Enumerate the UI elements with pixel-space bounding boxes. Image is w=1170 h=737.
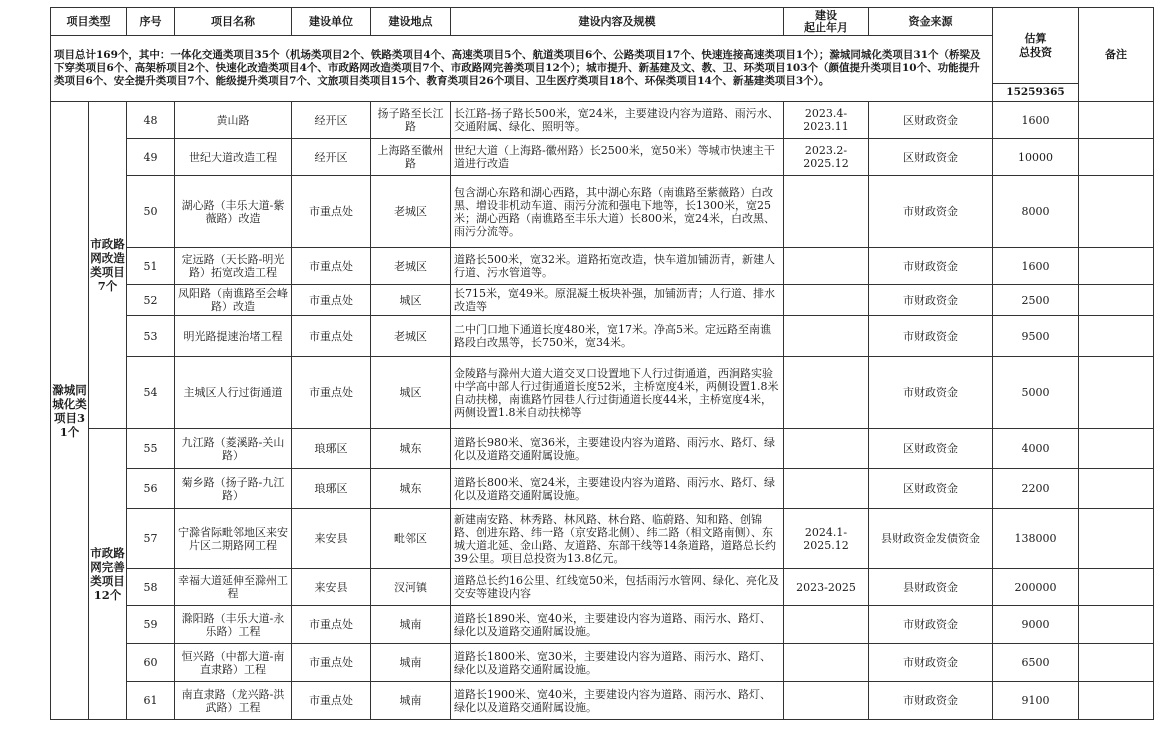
- cell-unit: 市重点处: [292, 176, 371, 248]
- cell-fund: 县财政资金发债资金: [869, 509, 993, 569]
- cell-location: 城南: [371, 682, 451, 720]
- cell-note: [1079, 285, 1154, 316]
- cell-note: [1079, 139, 1154, 176]
- table-row: [51, 644, 1154, 682]
- cell-period: [784, 469, 869, 509]
- cell-seq: 58: [127, 569, 175, 606]
- cell-note: [1079, 102, 1154, 139]
- cell-location: 老城区: [371, 176, 451, 248]
- cell-unit: 来安县: [292, 509, 371, 569]
- cell-estimate: 9100: [993, 682, 1079, 720]
- cell-note: [1079, 248, 1154, 285]
- cell-fund: 市财政资金: [869, 176, 993, 248]
- cell-period: 2023.2-2025.12: [784, 139, 869, 176]
- cell-note: [1079, 357, 1154, 429]
- cell-estimate: 1600: [993, 248, 1079, 285]
- cell-content: 新建南安路、林秀路、林风路、林台路、临蔚路、知和路、创锦路、创进东路、纬一路（京安路北侧）、纬二路（相文路南侧）、东城大道北延、金山路、友道路、东部干线等14条道路，道路总长约39公里。项目总投资为13.8亿元。: [451, 509, 784, 569]
- cell-period: [784, 176, 869, 248]
- header-unit: 建设单位: [292, 8, 371, 36]
- cell-unit: 市重点处: [292, 248, 371, 285]
- cell-content: 道路长1800米、宽30米，主要建设内容为道路、雨污水、路灯、绿化以及道路交通附属设施。: [451, 644, 784, 682]
- cell-location: 城区: [371, 285, 451, 316]
- cell-name: 滁阳路（丰乐大道-永乐路）工程: [175, 606, 292, 644]
- table-row: [51, 102, 1154, 139]
- cell-fund: 县财政资金: [869, 569, 993, 606]
- cell-estimate: 6500: [993, 644, 1079, 682]
- cell-unit: 市重点处: [292, 682, 371, 720]
- cell-seq: 57: [127, 509, 175, 569]
- header-period-line2: 起止年月: [804, 20, 848, 34]
- cell-estimate: 2200: [993, 469, 1079, 509]
- cell-fund: 区财政资金: [869, 102, 993, 139]
- cell-period: [784, 357, 869, 429]
- cell-content: 长江路-扬子路长500米，宽24米，主要建设内容为道路、雨污水、交通附属、绿化、照明等。: [451, 102, 784, 139]
- category-sub-2: 市政路网完善类项目12个: [89, 429, 127, 720]
- cell-content: 道路长980米、宽36米，主要建设内容为道路、雨污水、路灯、绿化以及道路交通附属设施。: [451, 429, 784, 469]
- cell-note: [1079, 429, 1154, 469]
- category-sub-1: 市政路网改造类项目7个: [89, 102, 127, 429]
- cell-location: 老城区: [371, 316, 451, 357]
- cell-estimate: 9500: [993, 316, 1079, 357]
- header-row: [51, 8, 1154, 36]
- cell-seq: 54: [127, 357, 175, 429]
- cell-location: 毗邻区: [371, 509, 451, 569]
- cell-note: [1079, 569, 1154, 606]
- cell-seq: 51: [127, 248, 175, 285]
- header-seq: 序号: [127, 8, 175, 36]
- header-content: 建设内容及规模: [451, 8, 784, 36]
- cell-estimate: 5000: [993, 357, 1079, 429]
- cell-unit: 市重点处: [292, 316, 371, 357]
- cell-unit: 琅琊区: [292, 429, 371, 469]
- summary-text: 项目总计169个，其中：一体化交通类项目35个（机场类项目2个、铁路类项目4个、高速类项目5个、航道类项目6个、公路类项目17个、快速连接高速类项目1个）；滁城同城化类项目31个（桥梁及下穿类项目6个、高架桥项目2个、快速化改造类项目4个、市政路网改造类项目7个、市政路网完善类项目12个）；城市提升、新基建及文、教、卫、环类项目103个（颜值提升类项目10个、功能提升类项目6个、安全提升类项目7个、能级提升类项目7个、文旅项目类项目15个、教育类项目26个项目、卫生医疗类项目18个、环保类项目14个、新基建类项目3个）。: [51, 36, 993, 102]
- cell-unit: 经开区: [292, 102, 371, 139]
- cell-fund: 市财政资金: [869, 316, 993, 357]
- cell-estimate: 200000: [993, 569, 1079, 606]
- cell-content: 长715米，宽49米。原混凝土板块补强，加铺沥青；人行道、排水改造等: [451, 285, 784, 316]
- header-period: [784, 8, 869, 36]
- cell-period: [784, 429, 869, 469]
- cell-location: 老城区: [371, 248, 451, 285]
- cell-location: 城东: [371, 429, 451, 469]
- cell-content: 道路总长约16公里、红线宽50米，包括雨污水管网、绿化、亮化及交安等建设内容: [451, 569, 784, 606]
- cell-fund: 市财政资金: [869, 285, 993, 316]
- cell-unit: 经开区: [292, 139, 371, 176]
- cell-location: 上海路至徽州路: [371, 139, 451, 176]
- cell-content: 包含湖心东路和湖心西路，其中湖心东路（南谯路至紫薇路）白改黑、增设非机动车道、雨污分流和强电下地等，长1300米，宽25米；湖心西路（南谯路至丰乐大道）长800米，宽24米，白改黑、雨污分流等。: [451, 176, 784, 248]
- cell-name: 恒兴路（中都大道-南直隶路）工程: [175, 644, 292, 682]
- header-estimate: [993, 8, 1079, 84]
- total-investment: 15259365: [993, 84, 1079, 102]
- cell-estimate: 2500: [993, 285, 1079, 316]
- cell-content: 二中门口地下通道长度480米，宽17米。净高5米。定远路至南谯路段白改黑等，长750米，宽34米。: [451, 316, 784, 357]
- summary-row: [51, 36, 1154, 84]
- cell-fund: 市财政资金: [869, 682, 993, 720]
- cell-fund: 区财政资金: [869, 139, 993, 176]
- cell-fund: 市财政资金: [869, 644, 993, 682]
- cell-seq: 60: [127, 644, 175, 682]
- cell-note: [1079, 316, 1154, 357]
- cell-estimate: 9000: [993, 606, 1079, 644]
- cell-unit: 市重点处: [292, 644, 371, 682]
- cell-note: [1079, 176, 1154, 248]
- category-main: 滁城同城化类项目31个: [51, 102, 89, 720]
- cell-name: 定远路（天长路-明光路）拓宽改造工程: [175, 248, 292, 285]
- table-row: [51, 139, 1154, 176]
- cell-seq: 61: [127, 682, 175, 720]
- table-row: [51, 606, 1154, 644]
- header-fund: 资金来源: [869, 8, 993, 36]
- cell-name: 宁滁省际毗邻地区来安片区二期路网工程: [175, 509, 292, 569]
- cell-name: 湖心路（丰乐大道-紫薇路）改造: [175, 176, 292, 248]
- table-row: [51, 176, 1154, 248]
- header-note: 备注: [1079, 8, 1154, 102]
- cell-note: [1079, 644, 1154, 682]
- table-row: [51, 248, 1154, 285]
- header-type: 项目类型: [51, 8, 127, 36]
- project-table-sheet: [50, 7, 1153, 725]
- cell-name: 幸福大道延伸至滁州工程: [175, 569, 292, 606]
- cell-period: [784, 316, 869, 357]
- cell-period: 2024.1-2025.12: [784, 509, 869, 569]
- cell-location: 城南: [371, 606, 451, 644]
- cell-note: [1079, 682, 1154, 720]
- cell-name: 明光路提速治堵工程: [175, 316, 292, 357]
- header-estimate-line2: 总投资: [1019, 45, 1052, 59]
- cell-name: 南直隶路（龙兴路-洪武路）工程: [175, 682, 292, 720]
- cell-content: 金陵路与滁州大道大道交叉口设置地下人行过街通道，西涧路实验中学高中部人行过街通道长度52米，主桥宽度4米，两侧设置1.8米自动扶梯，南谯路竹园巷人行过街通道长度44米，主桥宽度4米，两侧设置1.8米自动扶梯等: [451, 357, 784, 429]
- cell-estimate: 138000: [993, 509, 1079, 569]
- cell-name: 世纪大道改造工程: [175, 139, 292, 176]
- cell-seq: 49: [127, 139, 175, 176]
- cell-fund: 市财政资金: [869, 606, 993, 644]
- cell-seq: 56: [127, 469, 175, 509]
- cell-location: 城东: [371, 469, 451, 509]
- cell-fund: 区财政资金: [869, 469, 993, 509]
- cell-location: 扬子路至长江路: [371, 102, 451, 139]
- cell-unit: 市重点处: [292, 606, 371, 644]
- cell-seq: 55: [127, 429, 175, 469]
- cell-fund: 市财政资金: [869, 357, 993, 429]
- cell-unit: 市重点处: [292, 357, 371, 429]
- header-estimate-line1: 估算: [1024, 31, 1047, 45]
- cell-name: 菊乡路（扬子路-九江路）: [175, 469, 292, 509]
- cell-period: [784, 682, 869, 720]
- table-row: [51, 316, 1154, 357]
- table-row: [51, 469, 1154, 509]
- cell-estimate: 4000: [993, 429, 1079, 469]
- table-row: [51, 357, 1154, 429]
- cell-seq: 50: [127, 176, 175, 248]
- cell-seq: 59: [127, 606, 175, 644]
- cell-period: [784, 248, 869, 285]
- cell-content: 道路长1890米、宽40米，主要建设内容为道路、雨污水、路灯、绿化以及道路交通附属设施。: [451, 606, 784, 644]
- cell-location: 城南: [371, 644, 451, 682]
- cell-note: [1079, 509, 1154, 569]
- cell-seq: 52: [127, 285, 175, 316]
- cell-estimate: 1600: [993, 102, 1079, 139]
- cell-content: 道路长500米，宽32米。道路拓宽改造，快车道加铺沥青，新建人行道、污水管道等。: [451, 248, 784, 285]
- header-period-line1: 建设: [815, 8, 837, 22]
- cell-name: 主城区人行过街通道: [175, 357, 292, 429]
- header-location: 建设地点: [371, 8, 451, 36]
- cell-seq: 53: [127, 316, 175, 357]
- cell-seq: 48: [127, 102, 175, 139]
- cell-unit: 来安县: [292, 569, 371, 606]
- table-row: [51, 569, 1154, 606]
- cell-name: 黄山路: [175, 102, 292, 139]
- cell-period: 2023-2025: [784, 569, 869, 606]
- cell-estimate: 8000: [993, 176, 1079, 248]
- cell-fund: 区财政资金: [869, 429, 993, 469]
- project-table: [50, 7, 1154, 720]
- cell-period: [784, 285, 869, 316]
- cell-location: 汊河镇: [371, 569, 451, 606]
- cell-period: [784, 644, 869, 682]
- cell-period: [784, 606, 869, 644]
- cell-content: 道路长1900米、宽40米，主要建设内容为道路、雨污水、路灯、绿化以及道路交通附属设施。: [451, 682, 784, 720]
- cell-period: 2023.4-2023.11: [784, 102, 869, 139]
- cell-content: 世纪大道（上海路-徽州路）长2500米，宽50米）等城市快速主干道进行改造: [451, 139, 784, 176]
- table-row: [51, 429, 1154, 469]
- cell-estimate: 10000: [993, 139, 1079, 176]
- cell-name: 九江路（菱溪路-关山路）: [175, 429, 292, 469]
- cell-fund: 市财政资金: [869, 248, 993, 285]
- cell-name: 凤阳路（南谯路至会峰路）改造: [175, 285, 292, 316]
- header-name: 项目名称: [175, 8, 292, 36]
- cell-content: 道路长800米、宽24米，主要建设内容为道路、雨污水、路灯、绿化以及道路交通附属设施。: [451, 469, 784, 509]
- cell-note: [1079, 469, 1154, 509]
- cell-unit: 市重点处: [292, 285, 371, 316]
- table-row: [51, 285, 1154, 316]
- table-row: [51, 509, 1154, 569]
- table-row: [51, 682, 1154, 720]
- cell-location: 城区: [371, 357, 451, 429]
- cell-unit: 琅琊区: [292, 469, 371, 509]
- cell-note: [1079, 606, 1154, 644]
